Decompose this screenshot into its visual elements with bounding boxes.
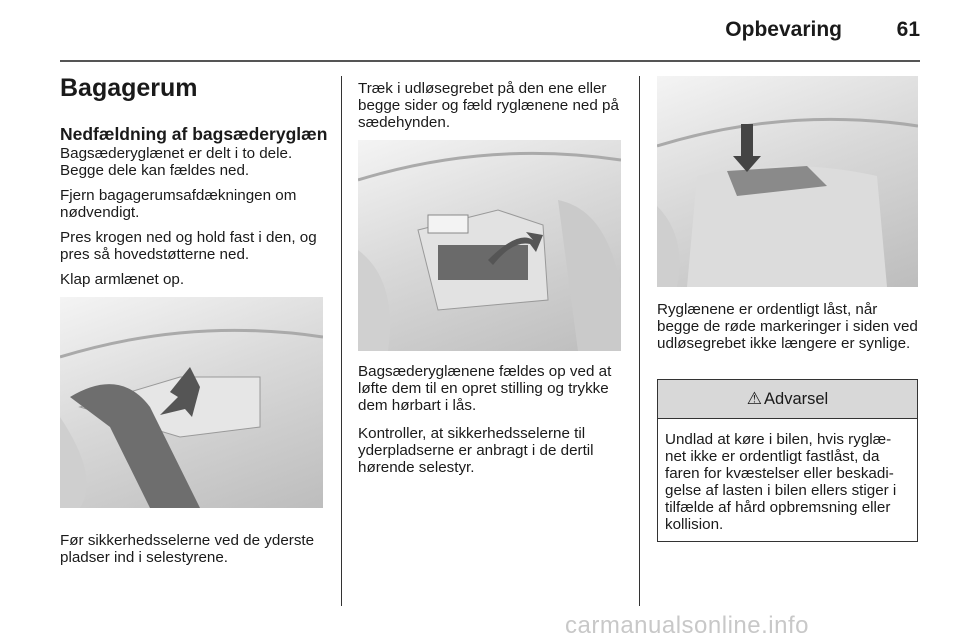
armrest-illustration xyxy=(60,297,323,508)
release-lever-illustration xyxy=(358,140,621,351)
subheading: Nedfældning af bagsæderyglæn xyxy=(60,124,328,144)
column-2-intro xyxy=(358,80,626,131)
warning-title: Advarsel xyxy=(764,389,829,408)
paragraph: Pres krogen ned og hold fast i den, og pres så hovedstøtterne ned. xyxy=(60,229,317,263)
column-2-text xyxy=(358,363,626,476)
paragraph: Træk i udløsegrebet på den ene eller begge sider og fæld ryglænene ned på sædehynden. xyxy=(358,80,619,131)
column-divider xyxy=(639,76,640,606)
column-1-text xyxy=(60,124,328,288)
watermark: carmanualsonline.info xyxy=(565,612,809,639)
chapter-heading: Bagagerum xyxy=(60,74,198,102)
arrow-down-icon xyxy=(733,124,761,172)
warning-header xyxy=(658,380,917,419)
locked-seatback-illustration xyxy=(657,76,918,287)
paragraph: Ryglænene er ordentligt låst, når begge de røde markeringer i siden ved udløsegrebet ikke længere er synlige. xyxy=(657,301,918,352)
warning-body: Undlad at køre i bilen, hvis ryglæ-net ikke er ordentligt fastlåst, da faren for kvæstelser eller beskadi-gelse af lasten i bilen ellers stiger i tilfælde af hård opbremsning eller kollision. xyxy=(665,431,897,533)
warning-box xyxy=(657,379,918,542)
paragraph: Bagsæderyglænet er delt i to dele. Begge dele kan fældes ned. xyxy=(60,145,293,179)
paragraph: Kontroller, at sikkerhedsselerne til yderpladserne er anbragt i de dertil hørende selestyr. xyxy=(358,425,594,476)
header-rule xyxy=(60,60,920,62)
column-divider xyxy=(341,76,342,606)
warning-triangle-icon: ⚠ xyxy=(746,389,763,408)
column-3-text xyxy=(657,301,919,352)
paragraph: Klap armlænet op. xyxy=(60,271,185,288)
section-title: Opbevaring xyxy=(725,18,842,41)
column-1-after-image xyxy=(60,532,328,566)
paragraph: Før sikkerhedsselerne ved de yderste pladser ind i selestyrene. xyxy=(60,532,315,566)
paragraph: Fjern bagagerumsafdækningen om nødvendigt. xyxy=(60,187,297,221)
page-number: 61 xyxy=(896,18,920,41)
paragraph: Bagsæderyglænene fældes op ved at løfte dem til en opret stilling og trykke dem hørbart i lås. xyxy=(358,363,612,414)
